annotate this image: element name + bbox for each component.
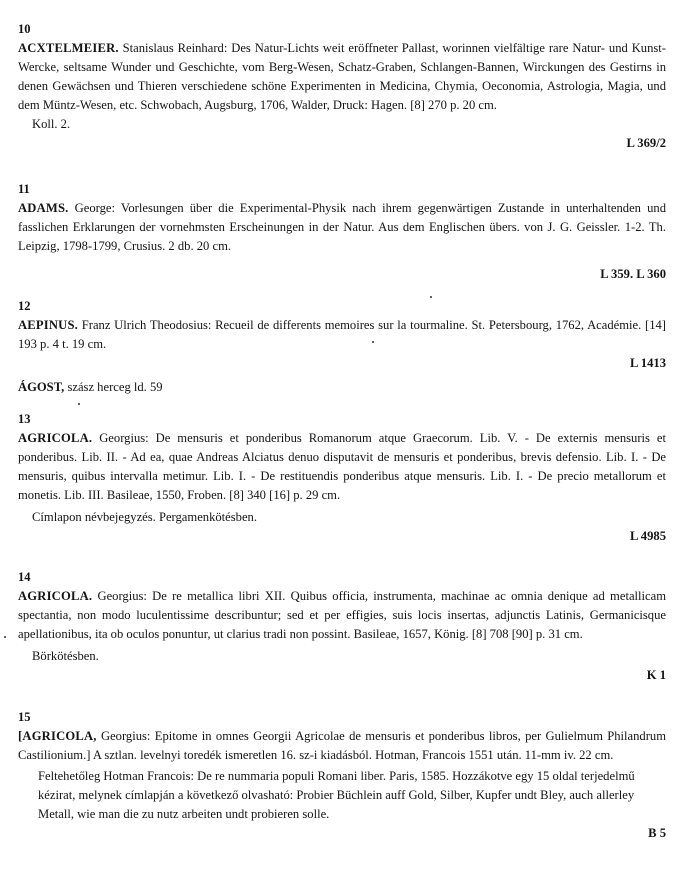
entry-author: ACXTELMEIER. [18, 41, 119, 55]
entry-number: 12 [18, 299, 31, 313]
catalog-entry-15 [18, 708, 666, 843]
entry-description [18, 316, 666, 354]
entry-text: Georgius: Epitome in omnes Georgii Agricolae de mensuris et ponderibus libros, per Gulielmum Philandrum Castilionium.] A sztlan. levelnyi toredék ismeretlen 16. sz-i kiadásból. Hotman, Francois 1551 után. 11-mm iv. 22 cm. [18, 729, 666, 762]
cross-reference-text: szász herceg ld. 59 [64, 380, 163, 394]
entry-author: AEPINUS. [18, 318, 79, 332]
entry-author: [AGRICOLA, [18, 729, 97, 743]
scan-speck [430, 296, 432, 298]
entry-number: 15 [18, 710, 31, 724]
entry-number: 14 [18, 570, 31, 584]
catalog-entry-12 [18, 297, 666, 373]
entry-signature: L 1413 [629, 356, 666, 370]
entry-note: Börkötésben. [32, 649, 99, 663]
entry-description [18, 587, 666, 644]
cross-reference-head: ÁGOST, [18, 380, 65, 394]
entry-note: Koll. 2. [32, 117, 71, 131]
entry-description [18, 39, 666, 115]
entry-signature: L 359. L 360 [600, 267, 666, 281]
entry-text: George: Vorlesungen über die Experimental-Physik nach ihrem gegenwärtigen Zustande in unterhaltenden und fasslichen Erklarungen der vornehmsten Erscheinungen in der Natur. Aus dem Englischen übers. von J. G. Geissler. 1-2. Th. Leipzig, 1798-1799, Crusius. 2 db. 20 cm. [18, 201, 666, 253]
entry-description [18, 199, 666, 256]
entry-author: ADAMS. [18, 201, 69, 215]
scan-speck [372, 341, 374, 343]
catalog-entry-14 [18, 568, 666, 685]
entry-signature: B 5 [648, 826, 666, 840]
entry-text: Georgius: De mensuris et ponderibus Romanorum atque Graecorum. Lib. V. - De externis mensuris et ponderibus. Lib. II. - Ad ea, quae Andreas Alciatus denuo disputavit de mensuris et ponderibus, brevis defensio. Lib. I. - De mensuris, quibus intervalla metimur. Lib. I. - De restituendis ponderibus atque mensuris. Lib. I. - De precio metallorum et monetis. Lib. III. Basileae, 1550, Froben. [8] 340 [16] p. 29 cm. [18, 431, 666, 502]
entry-text: Franz Ulrich Theodosius: Recueil de differents memoires sur la tourmaline. St. Petersbourg, 1762, Académie. [14] 193 p. 4 t. 19 cm. [18, 318, 666, 351]
entry-number: 13 [18, 412, 31, 426]
entry-signature: L 4985 [629, 529, 666, 543]
catalog-entry-11 [18, 180, 666, 284]
entry-note: Címlapon névbejegyzés. Pergamenkötésben. [32, 510, 257, 524]
entry-signature: L 369/2 [626, 136, 666, 150]
scan-speck [4, 636, 6, 638]
entry-number: 11 [18, 182, 30, 196]
entry-signature: K 1 [646, 668, 666, 682]
entry-description [18, 429, 666, 505]
catalog-entry-10 [18, 20, 666, 153]
cross-reference [18, 378, 163, 397]
catalog-entry-13 [18, 410, 666, 546]
entry-text: Georgius: De re metallica libri XII. Quibus officia, instrumenta, machinae ac omnia denique ad metallicam spectantia, non modo luculentissime describuntur; sed et per effigies, suis locis insertas, adjunctis Latinis, Germanicisque apellationibus, ita ob oculos ponuntur, ut clarius tradi non possint. Basileae, 1657, König. [8] 708 [90] p. 31 cm. [18, 589, 666, 641]
scan-speck [78, 403, 80, 405]
entry-author: AGRICOLA. [18, 431, 93, 445]
entry-number: 10 [18, 22, 31, 36]
entry-note: Feltehetőleg Hotman Francois: De re nummaria populi Romani liber. Paris, 1585. Hozzákotve egy 15 oldal terjedelmű kézirat, melynek címlapján a következő olvasható: Probier Büchlein auff Gold, Silber, Kupfer undt Bley, auch allerley Metall, wie man die zu nutz arbeiten undt probieren solle. [38, 769, 635, 821]
entry-author: AGRICOLA. [18, 589, 93, 603]
entry-description [18, 727, 666, 765]
entry-text: Stanislaus Reinhard: Des Natur-Lichts weit eröffneter Pallast, worinnen vielfältige rare Natur- und Kunst-Wercke, seltsame Wunder und Geschichte, vom Berg-Wesen, Schatz-Graben, Schlangen-Bannen, Wirckungen des Gestirns in denen Gewächsen und Thieren verschiedene schöne Experimenten in Medicina, Chymia, Oeconomia, Astrologia, Magia, und dem Müntz-Wesen, etc. Schwobach, Augsburg, 1706, Walder, Druck: Hagen. [8] 270 p. 20 cm. [18, 41, 666, 112]
